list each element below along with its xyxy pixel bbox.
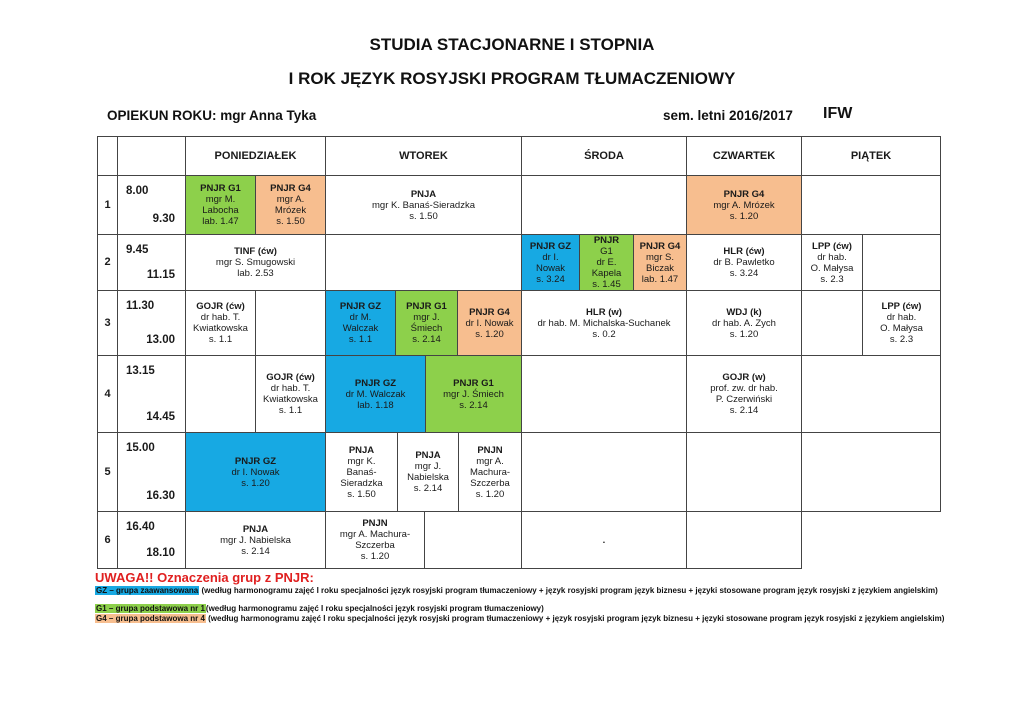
- class-detail: dr hab. A. Zych: [712, 317, 776, 329]
- legend-label-g1: G1 – grupa podstawowa nr 1: [96, 604, 205, 613]
- class-detail: G1: [600, 246, 613, 257]
- class-detail: Kwiatkowska: [193, 323, 248, 334]
- class-detail: s. 2.3: [889, 334, 914, 345]
- class-detail: mgr S.: [646, 251, 674, 263]
- class-title: GOJR (w): [722, 372, 766, 383]
- class-entry: [325, 290, 396, 356]
- class-entry: [255, 175, 326, 235]
- empty-slot: [424, 511, 522, 569]
- class-entry: [255, 355, 326, 433]
- empty-slot: [521, 432, 687, 512]
- slot-end-time: 14.45: [146, 411, 175, 423]
- class-title: PNJN: [362, 518, 388, 529]
- class-detail: Mrózek: [274, 205, 307, 216]
- empty-slot: [521, 355, 687, 433]
- class-detail: s. 2.14: [413, 483, 443, 494]
- legend-text-g1: (według harmonogramu zajęć I roku specjalności język rosyjski program tłumaczeniowy): [205, 604, 544, 613]
- class-title: TINF (ćw): [234, 246, 277, 257]
- time-slot: [117, 290, 186, 356]
- time-slot: [117, 511, 186, 569]
- class-entry: [325, 511, 425, 569]
- class-entry: [801, 234, 863, 291]
- class-detail: dr E.: [596, 257, 617, 268]
- slot-start-time: 11.30: [126, 300, 155, 312]
- class-detail: dr hab. T.: [200, 312, 241, 323]
- class-detail: Nabielska: [407, 472, 449, 483]
- class-entry: [521, 290, 687, 356]
- class-detail: Szczerba: [355, 540, 395, 551]
- class-entry: [425, 355, 522, 433]
- slot-end-time: 9.30: [152, 213, 175, 225]
- row-number: 1: [97, 175, 118, 235]
- class-detail: s. 1.1: [348, 334, 373, 345]
- class-detail: mgr J.: [414, 461, 442, 472]
- class-entry: [397, 432, 459, 512]
- slot-start-time: 16.40: [126, 521, 155, 533]
- day-header: PIĄTEK: [801, 136, 941, 176]
- class-title: PNJR G4: [270, 183, 311, 194]
- class-detail: mgr K. Banaś-Sieradzka: [372, 199, 475, 211]
- empty-slot: [862, 234, 941, 291]
- class-detail: s. 2.14: [459, 399, 488, 411]
- row-number: 2: [97, 234, 118, 291]
- class-title: PNJR G1: [406, 301, 447, 312]
- class-detail: s. 1.50: [409, 210, 438, 222]
- time-slot: [117, 432, 186, 512]
- class-title: PNJR G4: [723, 188, 765, 200]
- class-detail: s. 1.45: [592, 279, 621, 290]
- page-subtitle: I ROK JĘZYK ROSYJSKI PROGRAM TŁUMACZENIOWY: [288, 69, 736, 88]
- class-title: PNJR GZ: [354, 377, 397, 389]
- institute-label: IFW: [823, 105, 853, 122]
- legend-note-g4: [95, 614, 945, 624]
- page-title: STUDIA STACJONARNE I STOPNIA: [369, 35, 655, 54]
- class-title: HLR (ćw): [723, 246, 765, 257]
- header-corner-num: [97, 136, 118, 176]
- class-detail: s. 1.20: [241, 477, 270, 489]
- class-detail: dr M. Walczak: [345, 388, 406, 400]
- class-detail: Szczerba: [470, 477, 510, 489]
- class-detail: Labocha: [202, 205, 239, 216]
- class-detail: lab. 1.18: [357, 399, 394, 411]
- semester-label: sem. letni 2016/2017: [663, 108, 793, 123]
- class-detail: s. 1.20: [360, 551, 390, 562]
- empty-slot: [255, 290, 326, 356]
- class-entry: [633, 234, 687, 291]
- day-header: WTOREK: [325, 136, 522, 176]
- day-header: CZWARTEK: [686, 136, 802, 176]
- class-detail: lab. 1.47: [641, 273, 679, 285]
- class-entry: [579, 234, 634, 291]
- empty-slot: [686, 511, 802, 569]
- class-detail: s. 1.50: [276, 216, 305, 227]
- class-title: PNJR G1: [200, 183, 241, 194]
- empty-slot: [801, 355, 941, 433]
- class-detail: lab. 2.53: [237, 268, 274, 279]
- class-detail: s. 3.24: [729, 268, 759, 279]
- class-entry: [185, 511, 326, 569]
- warning-heading: UWAGA!! Oznaczenia grup z PNJR:: [95, 570, 314, 585]
- legend-note-gz: [95, 586, 945, 596]
- class-detail: Walczak: [342, 323, 379, 334]
- class-title: GOJR (ćw): [266, 372, 315, 383]
- class-detail: dr hab. T.: [270, 383, 311, 394]
- class-detail: s. 1.50: [347, 488, 376, 500]
- class-title: PNJR G1: [453, 377, 494, 389]
- class-detail: s. 1.20: [475, 328, 504, 340]
- empty-slot: [801, 432, 941, 512]
- class-title: LPP (ćw): [881, 301, 922, 312]
- class-detail: mgr K.: [347, 455, 376, 467]
- row-number: 4: [97, 355, 118, 433]
- header-corner-time: [117, 136, 186, 176]
- class-title: .: [602, 534, 606, 546]
- class-detail: O. Małysa: [810, 262, 854, 274]
- class-detail: lab. 1.47: [202, 216, 239, 227]
- class-title: PNJR GZ: [339, 301, 382, 312]
- class-detail: mgr A. Machura-: [339, 529, 411, 540]
- class-detail: mgr A.: [476, 455, 504, 467]
- class-detail: dr hab.: [886, 312, 917, 323]
- class-detail: Kwiatkowska: [263, 394, 318, 405]
- class-title: PNJN: [477, 444, 503, 456]
- class-entry: [862, 290, 941, 356]
- class-detail: Nowak: [535, 262, 566, 274]
- slot-start-time: 13.15: [126, 365, 155, 377]
- class-title: PNJR GZ: [234, 455, 277, 467]
- class-entry: [521, 511, 687, 569]
- slot-end-time: 18.10: [146, 547, 175, 559]
- class-entry: [185, 234, 326, 291]
- legend-note-g1: [95, 604, 945, 614]
- class-detail: s. 2.3: [820, 273, 844, 285]
- class-detail: O. Małysa: [880, 323, 923, 334]
- class-detail: mgr A. Mrózek: [713, 199, 775, 211]
- class-entry: [521, 234, 580, 291]
- empty-slot: [801, 290, 863, 356]
- class-detail: prof. zw. dr hab.: [710, 383, 778, 394]
- class-entry: [686, 290, 802, 356]
- class-detail: dr I.: [542, 251, 559, 263]
- class-detail: dr I. Nowak: [465, 317, 514, 329]
- class-title: PNJA: [410, 188, 437, 200]
- legend-label-g4: G4 – grupa podstawowa nr 4: [96, 614, 205, 623]
- legend-text-g4: (według harmonogramu zajęć I roku specjalności język rosyjski program tłumaczeniowy + język rosyjski program język biznesu + języki stosowane program język rosyjski z językiem angielskim): [205, 614, 945, 623]
- row-number: 5: [97, 432, 118, 512]
- class-detail: dr M.: [349, 312, 372, 323]
- class-detail: s. 2.14: [241, 545, 270, 557]
- class-entry: [325, 355, 426, 433]
- class-detail: Banaś-: [346, 466, 377, 478]
- class-title: PNJR G4: [639, 240, 681, 252]
- slot-end-time: 11.15: [146, 269, 175, 281]
- class-title: PNJA: [415, 450, 441, 461]
- class-entry: [185, 175, 256, 235]
- class-entry: [185, 290, 256, 356]
- class-detail: dr B. Pawletko: [713, 257, 775, 268]
- day-header: PONIEDZIAŁEK: [185, 136, 326, 176]
- class-entry: [686, 175, 802, 235]
- class-detail: mgr J. Śmiech: [443, 388, 504, 400]
- class-title: PNJA: [348, 444, 375, 456]
- class-detail: mgr M.: [205, 194, 236, 205]
- class-title: PNJR: [593, 235, 620, 246]
- day-header: ŚRODA: [521, 136, 687, 176]
- class-detail: s. 2.14: [729, 405, 759, 416]
- class-detail: s. 1.1: [208, 334, 233, 345]
- class-title: PNJR GZ: [529, 240, 572, 252]
- class-entry: [325, 432, 398, 512]
- class-title: PNJA: [242, 523, 269, 535]
- class-detail: Kapela: [591, 268, 622, 279]
- year-supervisor: OPIEKUN ROKU: mgr Anna Tyka: [107, 108, 317, 123]
- class-detail: dr hab.: [817, 251, 847, 263]
- class-title: HLR (w): [586, 306, 622, 318]
- class-detail: Biczak: [646, 262, 674, 274]
- class-detail: Śmiech: [410, 323, 443, 334]
- class-detail: s. 1.20: [729, 210, 759, 222]
- time-slot: [117, 234, 186, 291]
- class-detail: s. 1.1: [278, 405, 303, 416]
- row-number: 3: [97, 290, 118, 356]
- slot-end-time: 16.30: [146, 490, 175, 502]
- class-title: PNJR G4: [469, 306, 510, 318]
- class-detail: Sieradzka: [340, 477, 383, 489]
- class-entry: [457, 290, 522, 356]
- class-detail: s. 0.2: [592, 328, 616, 340]
- empty-slot: [801, 175, 941, 235]
- class-title: GOJR (ćw): [196, 301, 245, 312]
- row-number: 6: [97, 511, 118, 569]
- time-slot: [117, 175, 186, 235]
- legend-label-gz: GZ – grupa zaawansowana: [96, 586, 199, 595]
- class-detail: s. 3.24: [536, 273, 565, 285]
- class-entry: [395, 290, 458, 356]
- slot-start-time: 9.45: [126, 244, 149, 256]
- class-title: LPP (ćw): [812, 240, 852, 252]
- class-detail: s. 1.20: [475, 488, 505, 500]
- slot-start-time: 8.00: [126, 185, 149, 197]
- empty-slot: [521, 175, 687, 235]
- class-detail: dr hab. M. Michalska-Suchanek: [537, 317, 671, 329]
- class-detail: s. 1.20: [729, 328, 759, 340]
- empty-slot: [686, 432, 802, 512]
- class-detail: mgr A.: [276, 194, 305, 205]
- class-entry: [686, 234, 802, 291]
- class-detail: Machura-: [469, 466, 511, 478]
- class-detail: mgr S. Smugowski: [215, 257, 296, 268]
- class-entry: [686, 355, 802, 433]
- class-entry: [325, 175, 522, 235]
- class-title: WDJ (k): [726, 306, 762, 318]
- legend-text-gz: (według harmonogramu zajęć I roku specjalności język rosyjski program tłumaczeniowy + język rosyjski program język biznesu + języki stosowane program język rosyjski z językiem angielskim): [199, 586, 938, 595]
- class-detail: mgr J.: [413, 312, 440, 323]
- empty-slot: [185, 355, 256, 433]
- class-detail: s. 2.14: [412, 334, 441, 345]
- class-detail: P. Czerwiński: [715, 394, 773, 405]
- slot-start-time: 15.00: [126, 442, 155, 454]
- class-entry: [185, 432, 326, 512]
- class-detail: dr I. Nowak: [231, 466, 280, 478]
- slot-end-time: 13.00: [146, 334, 175, 346]
- class-entry: [458, 432, 522, 512]
- empty-slot: [325, 234, 522, 291]
- class-detail: mgr J. Nabielska: [220, 534, 291, 546]
- time-slot: [117, 355, 186, 433]
